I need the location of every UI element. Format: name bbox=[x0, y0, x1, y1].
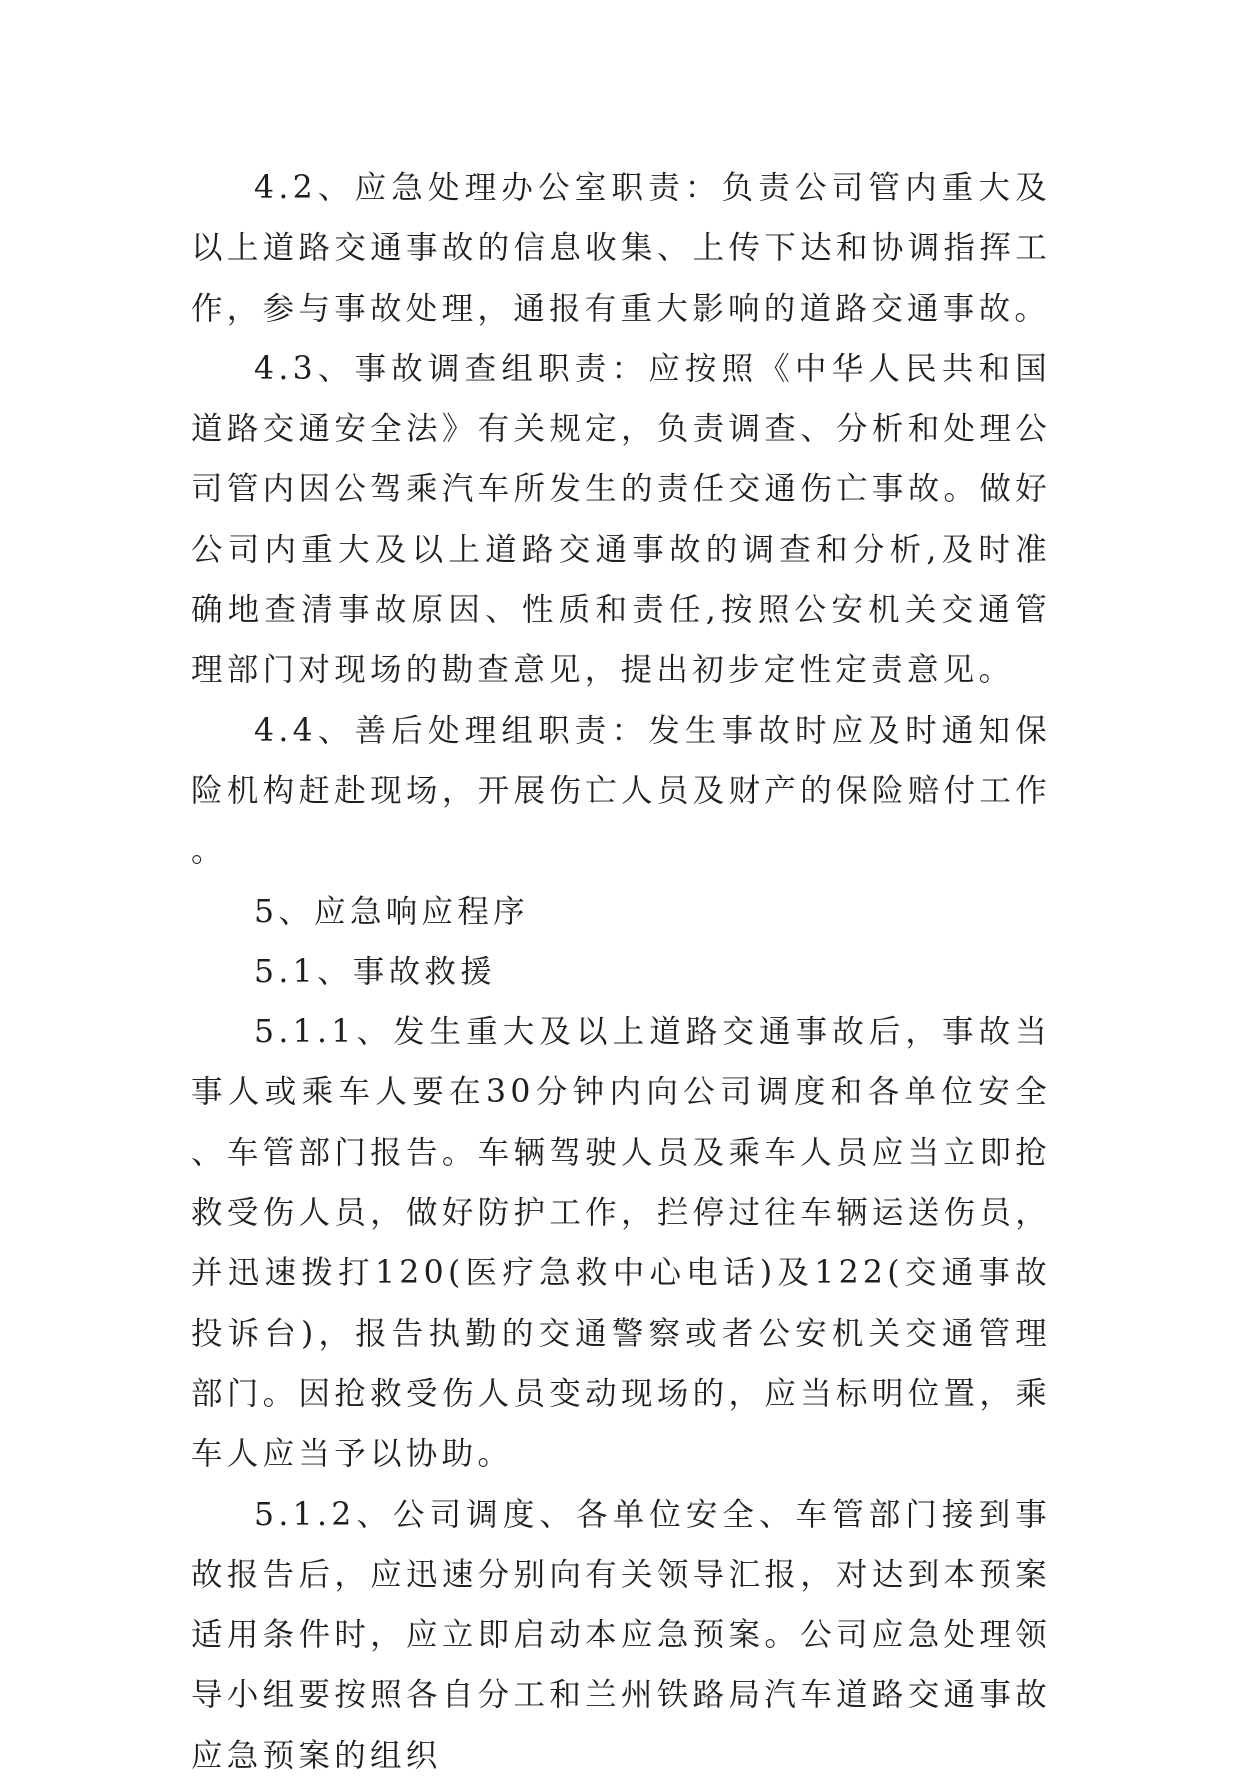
paragraph-4-4: 4.4、善后处理组职责：发生事故时应及时通知保险机构赶赴现场，开展伤亡人员及财产的保险赔付工作。 bbox=[191, 712, 1051, 870]
heading-5: 5、应急响应程序 bbox=[254, 893, 529, 930]
paragraph-5-1-2: 5.1.2、公司调度、各单位安全、车管部门接到事故报告后，应迅速分别向有关领导汇报，对达到本预案适用条件时，应立即启动本应急预案。公司应急处理领导小组要按照各自分工和兰州铁路局汽车道路交通事故应急预案的组织 bbox=[191, 1496, 1051, 1774]
paragraph-4-2: 4.2、应急处理办公室职责：负责公司管内重大及以上道路交通事故的信息收集、上传下达和协调指挥工作，参与事故处理，通报有重大影响的道路交通事故。 bbox=[191, 170, 1051, 327]
document-body bbox=[191, 158, 1051, 1786]
heading-5-1: 5.1、事故救援 bbox=[254, 953, 496, 990]
paragraph-5-1-1: 5.1.1、发生重大及以上道路交通事故后，事故当事人或乘车人要在30分钟内向公司调度和各单位安全、车管部门报告。车辆驾驶人员及乘车人员应当立即抢救受伤人员，做好防护工作，拦停过往车辆运送伤员，并迅速拨打120(医疗急救中心电话)及122(交通事故投诉台)，报告执勤的交通警察或者公安机关交通管理部门。因抢救受伤人员变动现场的，应当标明位置，乘车人应当予以协助。 bbox=[191, 1014, 1051, 1473]
paragraph-4-3: 4.3、事故调查组职责：应按照《中华人民共和国道路交通安全法》有关规定，负责调查、分析和处理公司管内因公驾乘汽车所发生的责任交通伤亡事故。做好公司内重大及以上道路交通事故的调查和分析,及时准确地查清事故原因、性质和责任,按照公安机关交通管理部门对现场的勘查意见，提出初步定性定责意见。 bbox=[191, 350, 1051, 689]
